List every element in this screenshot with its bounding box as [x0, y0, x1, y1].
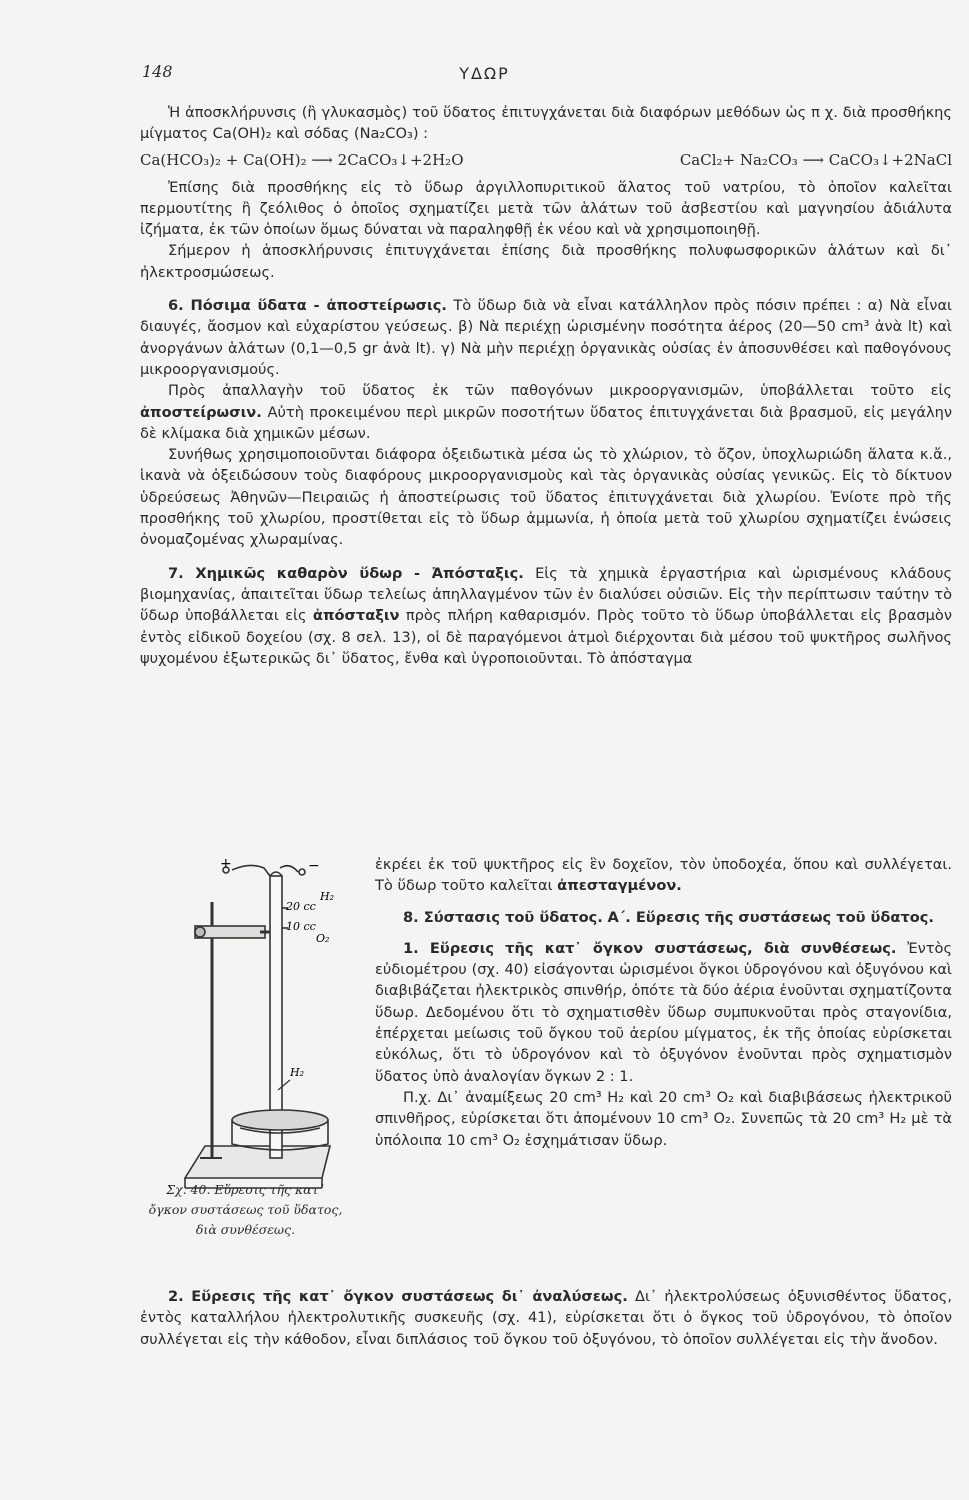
- subsection-1-paragraph-2: Π.χ. Δι᾽ ἀναμίξεως 20 cm³ H₂ καὶ 20 cm³ O₂ καὶ διαβιβάσεως ἠλεκτρικοῦ σπινθῆρος, εὑρίσκεται ὅτι ἀπομένουν 10 cm³ O₂. Συνεπῶς τὰ 20 cm³ H₂ μὲ τὰ ὑπόλοιπα 10 cm³ O₂ ἐσχημάτισαν ὕδωρ.: [375, 1088, 952, 1149]
- softening-paragraph-1: Ἡ ἀποσκλήρυνσις (ἢ γλυκασμὸς) τοῦ ὕδατος ἐπιτυγχάνεται διὰ διαφόρων μεθόδων ὡς π χ. διὰ προσθήκης μίγματος Ca(OH)₂ καὶ σόδας (Na₂CO₃) :: [140, 104, 952, 143]
- subsection-2-heading: 2. Εὕρεσις τῆς κατ᾽ ὄγκον συστάσεως δι᾽ ἀναλύσεως.: [168, 1288, 628, 1305]
- softening-paragraph-3: Σήμερον ἡ ἀποσκλήρυνσις ἐπιτυγχάνεται ἐπίσης διὰ προσθήκης πολυφωσφορικῶν ἁλάτων καὶ δι᾽ ἠλεκτροσμώσεως.: [140, 242, 952, 281]
- figure-label-10cc: 10 cc: [286, 920, 316, 933]
- figure-label-plus: +: [220, 858, 232, 872]
- section-6-text-2b: Αὐτὴ προκειμένου περὶ μικρῶν ποσοτήτων ὕδατος ἐπιτυγχάνεται διὰ βρασμοῦ, εἰς μεγάλην δὲ κλίμακα διὰ χημικῶν μέσων.: [140, 403, 952, 442]
- figure-40-caption: [138, 1180, 353, 1240]
- section-7-text-1c: ἐκρέει ἐκ τοῦ ψυκτῆρος εἰς ἓν δοχεῖον, τὸν ὑποδοχέα, ὅπου καὶ συλλέγεται. Τὸ ὕδωρ τοῦτο καλεῖται: [375, 856, 952, 895]
- term-sterilization: ἀποστείρωσιν.: [140, 403, 262, 421]
- section-6-paragraph-2: [140, 380, 952, 444]
- section-6-paragraph-1: [140, 295, 952, 380]
- main-text-column: [140, 102, 952, 669]
- subsection-1-heading: 1. Εὕρεσις τῆς κατ᾽ ὄγκον συστάσεως, διὰ συνθέσεως.: [403, 939, 897, 957]
- section-6-paragraph-3: Συνήθως χρησιμοποιοῦνται διάφορα ὀξειδωτικὰ μέσα ὡς τὸ χλώριον, τὸ ὄζον, ὑποχλωριώδη ἅλατα κ.ἄ., ἱκανὰ νὰ ὀξειδώσουν τοὺς διαφόρους μικροοργανισμοὺς καὶ τὰς ὀργανικὰς οὐσίας γενικῶς. Εἰς τὸ δίκτυον ὑδρεύσεως Ἀθηνῶν—Πειραιῶς ἡ ἀποστείρωσις τοῦ ὕδατος ἐπιτυγχάνεται διὰ χλωρίου. Ἐνίοτε πρὸ τῆς προσθήκης τοῦ χλωρίου, προστίθεται εἰς τὸ ὕδωρ ἀμμωνία, ἡ ὁποία μετὰ τοῦ χλωρίου σχηματίζει ἑνώσεις ὀνομαζομένας χλωραμίνας.: [140, 446, 952, 549]
- eudiometer-illustration: [140, 858, 368, 1198]
- figure-label-20cc: 20 cc: [286, 900, 316, 913]
- section-8-heading-line: [375, 907, 952, 928]
- section-8-heading: 8. Σύστασις τοῦ ὕδατος.: [403, 908, 603, 926]
- section-7-text-1a: Εἰς τὰ χημικὰ ἐργαστήρια καὶ ὡρισμένους κλάδους βιομηχανίας, ἀπαιτεῖται ὕδωρ τελείως ἀπηλλαγμένον τῶν ἐν διαλύσει οὐσιῶν. Εἰς τὴν περίπτωσιν ταύτην τὸ ὕδωρ ὑποβάλλεται εἰς: [140, 564, 953, 625]
- subsection-2-block: [140, 1286, 952, 1350]
- section-7-text-1b: πρὸς πλήρη καθαρισμόν. Πρὸς τοῦτο τὸ ὕδωρ ὑποβάλλεται εἰς βρασμὸν ἐντὸς εἰδικοῦ δοχείου (σχ. 8 σελ. 13), οἱ δὲ παραγόμενοι ἀτμοὶ διέρχονται διὰ μέσου τοῦ ψυκτῆρος σωλῆνος ψυχομένου ἐξωτερικῶς δι᾽ ὕδατος, ἔνθα καὶ ὑγροποιοῦνται. Τὸ ἀπόσταγμα: [140, 607, 952, 667]
- term-distillation: ἀπόσταξιν: [312, 607, 400, 625]
- subsection-1-text-1: Ἐντὸς εὐδιομέτρου (σχ. 40) εἰσάγονται ὡρισμένοι ὄγκοι ὑδρογόνου καὶ ὀξυγόνου καὶ διαβιβάζεται ἠλεκτρικὸς σπινθήρ, ὁπότε τὰ δύο ἀέρια ἑνοῦνται σχηματίζοντα ὕδωρ. Δεδομένου ὅτι τὸ σχηματισθὲν ὕδωρ συμπυκνοῦται πρὸς σταγονίδια, ἐπέρχεται μείωσις τοῦ ὄγκου τοῦ ἀερίου μίγματος, ἐκ τῆς ὁποίας εὑρίσκεται εὐκόλως, ὅτι τὸ ὑδρογόνον καὶ τὸ ὀξυγόνον ἑνοῦνται πρὸς σχηματισμὸν ὕδατος ὑπὸ ἀναλογίαν ὄγκων 2 : 1.: [375, 939, 953, 1085]
- equation-right: CaCl₂+ Na₂CO₃ ⟶ CaCO₃↓+2NaCl: [679, 150, 952, 169]
- figure-label-minus: −: [308, 858, 320, 874]
- right-text-column: [375, 854, 952, 1151]
- section-6-text-2a: Πρὸς ἀπαλλαγὴν τοῦ ὕδατος ἐκ τῶν παθογόνων μικροοργανισμῶν, ὑποβάλλεται τοῦτο εἰς: [168, 382, 952, 400]
- subsection-1-paragraph-1: [375, 938, 952, 1087]
- page-number: 148: [142, 62, 173, 81]
- section-7-continuation: [375, 854, 952, 897]
- term-distilled: ἀπεσταγμένον.: [557, 877, 682, 895]
- section-7-heading: 7. Χημικῶς καθαρὸν ὕδωρ - Ἀπόσταξις.: [168, 564, 524, 582]
- figure-label-h2-low: H₂: [290, 1066, 305, 1079]
- subsection-2-text-1: Δι᾽ ἠλεκτρολύσεως ὀξυνισθέντος ὕδατος, ἐντὸς καταλλήλου ἠλεκτρολυτικῆς συσκευῆς (σχ. 41), εὑρίσκεται ὅτι ὁ ὄγκος τοῦ ὑδρογόνου, τὸ ὁποῖον συλλέγεται εἰς τὴν κάθοδον, εἶναι διπλάσιος τοῦ ὄγκου τοῦ ὀξυγόνου, τὸ ὁποῖον συλλέγεται εἰς τὴν ἄνοδον.: [140, 1288, 953, 1348]
- caption-line-2: ὄγκον συστάσεως τοῦ ὕδατος, διὰ συνθέσεως.: [148, 1202, 343, 1237]
- section-6-text-1: Τὸ ὕδωρ διὰ νὰ εἶναι κατάλληλον πρὸς πόσιν πρέπει : α) Νὰ εἶναι διαυγές, ἄοσμον καὶ εὐχαρίστου γεύσεως. β) Νὰ περιέχῃ ὡρισμένην ποσότητα ἀέρος (20—50 cm³ ἀνὰ lt) καὶ ἀνοργάνων ἁλάτων (0,1—0,5 gr ἀνὰ lt). γ) Νὰ μὴν περιέχῃ ὀργανικὰς οὐσίας ἐν ἀποσυνθέσει καὶ παθογόνους μικροοργανισμούς.: [140, 297, 952, 378]
- section-6-heading: 6. Πόσιμα ὕδατα - ἀποστείρωσις.: [168, 297, 447, 315]
- figure-40-eudiometer: [140, 858, 368, 1198]
- softening-paragraph-2: Ἐπίσης διὰ προσθήκης εἰς τὸ ὕδωρ ἀργιλλοπυριτικοῦ ἅλατος τοῦ νατρίου, τὸ ὁποῖον καλεῖται περμουτίτης ἢ ζεόλιθος ὁ ὁποῖος σχηματίζει μετὰ τῶν ἁλάτων τοῦ ἀσβεστίου καὶ μαγνησίου ἀδιάλυτα ἰζήματα, ἐκ τῶν ὁποίων ὅμως δύναται νὰ παραληφθῇ ἐκ νέου καὶ νὰ χρησιμοποιηθῇ.: [140, 178, 952, 239]
- section-8-subheading-a: Α΄. Εὕρεσις τῆς συστάσεως τοῦ ὕδατος.: [607, 908, 934, 926]
- softening-equations: [140, 149, 952, 171]
- caption-line-1: Σχ. 40. Εὕρεσις τῆς κατ᾽: [166, 1182, 325, 1197]
- figure-label-h2-top: H₂: [320, 890, 335, 903]
- equation-left: Ca(HCO₃)₂ + Ca(OH)₂ ⟶ 2CaCO₃↓+2H₂O: [140, 150, 464, 169]
- figure-label-o2: O₂: [316, 932, 330, 945]
- running-title: ΥΔΩΡ: [459, 64, 510, 83]
- section-7-paragraph-1: [140, 563, 952, 669]
- subsection-2-paragraph-1: [140, 1286, 952, 1350]
